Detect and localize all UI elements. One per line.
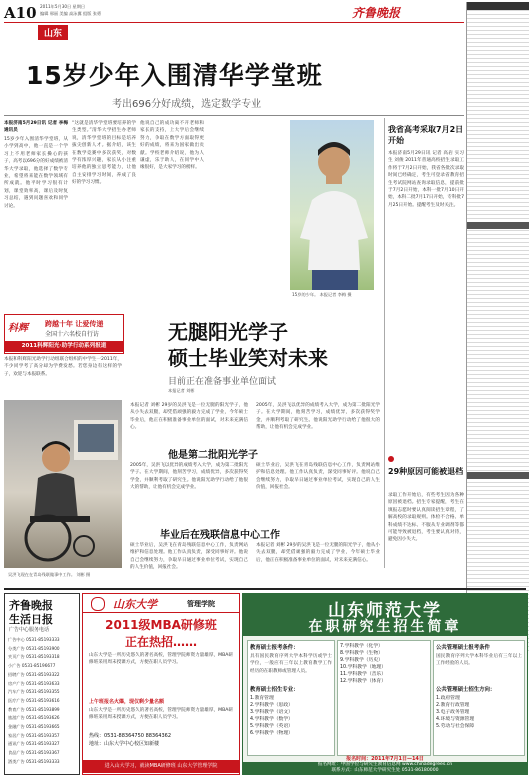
sdnu-title: 山东师范大学 bbox=[328, 601, 442, 621]
man-in-wheelchair-icon bbox=[4, 400, 122, 568]
sdnu-major: 10.学科教学（地理） bbox=[340, 665, 387, 670]
section-tag: 山东 bbox=[38, 25, 68, 40]
mba-seal-icon bbox=[91, 597, 105, 611]
mba-notice: 上午班报名火爆，现仅剩少量名额 bbox=[89, 699, 165, 705]
sdnu-col1-body: 具有国民教育序列大学本科学历或学士学位，一般应有三年以上教育教学工作经历的在职教师或管理人员。 bbox=[250, 654, 332, 674]
brand-logo: 齐鲁晚报 bbox=[352, 6, 401, 20]
sdnu-col1 bbox=[247, 640, 335, 756]
sdnu-ad bbox=[242, 593, 528, 775]
page-number: A10 bbox=[4, 4, 37, 22]
story2-section1-body-b: 硕士毕业后，吴洪飞在青岛残联信息中心工作，负责网站维护和信息处理。他工作认真负责，深受同事好评。他说自己会继续努力，争取早日通过事业单位考试，实现自己的人生价值，回报社会。 bbox=[256, 463, 380, 491]
sdnu-subtitle: 在职研究生招生简章 bbox=[308, 619, 462, 635]
lead-body-col3: 他说自己的成功离不开老师和家长的支持，上大学后会继续努力，争取在数学方面取得更好的成绩，将来为国家做出贡献。学校老师介绍说，他为人谦虚，乐于助人，在同学中人缘很好，是大家学习的榜样。 bbox=[140, 121, 204, 171]
classified-line: 房产广告 0531-85193633 bbox=[8, 680, 60, 686]
mba-school: 山东大学 bbox=[113, 598, 157, 611]
classified-box bbox=[4, 593, 80, 775]
story2-section1-title: 他是第二批阳光学子 bbox=[168, 450, 258, 461]
kehui-slogan1: 跨越十年 让爱传递 bbox=[45, 320, 104, 328]
classified-list bbox=[8, 636, 76, 767]
mba-school-sub: 管理学院 bbox=[187, 600, 215, 608]
wheelchair-photo bbox=[4, 400, 122, 568]
listing-header-3 bbox=[467, 472, 529, 479]
right-item2-body: 录取工作开始后，有些考生因为各种原因被退档。招生专家提醒，考生在填报志愿时要认真阅读招生章程，了解高校的录取规则。体检不合格、单科成绩不达标、不服从专业调剂等都可能导致被退档，考生要认真对待，避免因小失大。 bbox=[388, 493, 464, 543]
sdnu-contact: 联系方式：山东师范大学研究生处 0531-86180000 bbox=[331, 768, 439, 773]
story2-headline-1: 无腿阳光学子 bbox=[168, 320, 288, 344]
lead-headline: 15岁少年入围清华学堂班 bbox=[26, 61, 323, 90]
sdnu-major: 9.学科教学（历史） bbox=[340, 658, 383, 663]
sdnu-major: 2.学科教学（思政） bbox=[250, 703, 293, 708]
sdnu-col1-title: 教育硕士报考条件： bbox=[250, 645, 299, 651]
classified-title-2: 生活日报 bbox=[9, 613, 53, 626]
sdnu-signup-time: 报名时间：2011年7月1日—14日 bbox=[346, 756, 424, 762]
wheelchair-caption: 吴洪飞现在在青岛残联做事中工作。 刘彬 摄 bbox=[8, 572, 91, 577]
listing-column bbox=[466, 2, 529, 652]
sdnu-col2-title: 教育硕士招生专业： bbox=[250, 687, 299, 693]
listing-header-2 bbox=[467, 222, 529, 229]
right-item2-title: 29种原因可能被退档 bbox=[388, 467, 464, 476]
classified-line: 小广告 0531-85196677 bbox=[8, 663, 56, 669]
story2-section2-title: 毕业后在残联信息中心工作 bbox=[160, 530, 280, 541]
sdnu-major: 1.教育管理 bbox=[250, 696, 274, 701]
mba-header-bar bbox=[83, 594, 239, 613]
classified-line: 教育广告 0531-85193899 bbox=[8, 706, 60, 712]
student-figure-icon bbox=[290, 120, 374, 290]
sdnu-major: 3.学科教学（语文） bbox=[250, 710, 293, 715]
mba-body-2: 山东大学是一所历史悠久的著名高校，管理学院师资力量雄厚，MBA研修班采用周末授课方式，方便在职人员学习。 bbox=[89, 708, 233, 721]
listing-header bbox=[467, 2, 529, 10]
sdnu-major: 6.学科教学（物理） bbox=[250, 731, 293, 736]
classified-line: 招聘广告 0531-85193322 bbox=[8, 671, 60, 677]
story2-intro-b: 2005年，吴洪飞以优异的成绩考入大学，成为第二批阳光学子。在大学期间，他刻苦学习，成绩优异，多次获得奖学金，并顺利考取了研究生。他说阳光助学行动给了他很大的帮助，让他有机会完成学业。 bbox=[256, 403, 380, 431]
lead-body-col1: 15岁少年入围清华学堂班，从小学到高中，他一直是一个学习上不用老师家长操心的孩子，高考以696分的好成绩被清华大学录取，他选择了数学专业，希望将来能在数学领域有所成就。他平时学习很有计划，课堂效率高，课后及时复习总结，遇到问题喜欢和同学讨论。 bbox=[4, 137, 68, 209]
kehui-ad bbox=[4, 314, 124, 354]
classified-line: 酒类广告 0531-85193333 bbox=[8, 758, 60, 764]
lead-byline: 本报济南5月29日讯 记者 李梅 通讯员 bbox=[4, 121, 68, 134]
kehui-slogan2: 全国十六名校自行访 bbox=[45, 331, 100, 338]
classified-sub: 广告中心服务电话 bbox=[9, 627, 50, 633]
classified-line: 食品广告 0531-85193367 bbox=[8, 750, 60, 756]
sdnu-col2 bbox=[337, 640, 431, 756]
lead-photo-caption: 15岁的少年。 本报记者 李梅 摄 bbox=[292, 292, 352, 297]
right-item2-marker bbox=[388, 456, 394, 462]
sdnu-website: 报名网址：中国学位与研究生教育信息网 www.chinadegrees.cn bbox=[317, 762, 453, 767]
sdnu-major: 5.学科教学（英语） bbox=[250, 724, 293, 729]
classified-line: 广告中心 0531-85193333 bbox=[8, 637, 60, 642]
classified-line: 分类广告 0531-85193900 bbox=[8, 645, 60, 651]
right-item1-title: 我省高考采取7月2日开始 bbox=[388, 125, 464, 145]
right-column-rule bbox=[384, 118, 385, 568]
classified-line: 夹页广告 0531-85193318 bbox=[8, 654, 60, 660]
lead-photo bbox=[290, 120, 374, 290]
sdnu-major: 7.学科教学（化学） bbox=[340, 644, 383, 649]
lead-subhead: 考出696分好成绩，选定数学专业 bbox=[112, 99, 262, 110]
story2-section2-body-b: 本报记者 刘彬 29岁的吴洪飞是一位无腿的阳光学子，他从小失去双腿，却凭借顽强的毅力完成了学业，今年硕士毕业后，他正在积极准备事业单位的面试，对未来充满信心。 bbox=[256, 543, 380, 563]
story2-byline: 本报记者 刘彬 bbox=[168, 388, 195, 393]
kehui-banner: 2011科辉阳光·助学行动系列报道 bbox=[5, 341, 123, 352]
sdnu-col3-body: 国民教育序列大学本科毕业后有三年以上工作经验的人员。 bbox=[436, 654, 522, 667]
mba-title-1: 2011级MBA研修班 bbox=[105, 618, 217, 632]
classified-line: 医疗广告 0531-85193616 bbox=[8, 697, 60, 703]
sdnu-major: 12.学科教学（体育） bbox=[340, 679, 387, 684]
sdnu-col3 bbox=[433, 640, 525, 756]
classified-line: 旅游广告 0531-85193626 bbox=[8, 715, 60, 721]
story2-intro-a: 本报记者 刘彬 29岁的吴洪飞是一位无腿的阳光学子，他从小失去双腿，却凭借顽强的毅力完成了学业，今年硕士毕业后，他正在积极准备事业单位的面试，对未来充满信心。 bbox=[130, 403, 248, 431]
story2-headline-2: 硕士毕业笑对未来 bbox=[168, 346, 328, 370]
sdnu-direction: 3.电子政务管理 bbox=[436, 710, 470, 715]
sdnu-direction: 1.政府管理 bbox=[436, 696, 460, 701]
classified-title-1: 齐鲁晚报 bbox=[9, 599, 53, 612]
classified-line: 金融广告 0531-85193665 bbox=[8, 724, 60, 730]
bottom-ads-rule bbox=[4, 588, 526, 590]
mba-hotline: 热线：0531-88364750 88364362 bbox=[89, 733, 172, 739]
sdnu-major: 11.学科教学（音乐） bbox=[340, 672, 387, 677]
sdnu-major: 4.学科教学（数学） bbox=[250, 717, 293, 722]
lead-body-col2: “这就是清华学堂班要培养的学生类型。”清华大学招生办老师说，清华学堂班的目标是培养拔尖创新人才。据介绍，该生在数学竞赛中多次获奖，对数学有浓厚兴趣，家长从小注重培养他的独立思考能力，让他自主安排学习时间，养成了良好的学习习惯。 bbox=[72, 121, 136, 186]
date-line: 2011年5月30日 星期日 bbox=[40, 4, 86, 9]
editor-line: 编辑 邢丽 美编 高泳翼 组版 张勇 bbox=[40, 11, 102, 16]
sdnu-col3-title: 公共管理硕士报考条件 bbox=[436, 645, 490, 651]
story2-section2-body-a: 硕士毕业后，吴洪飞在青岛残联信息中心工作，负责网站维护和信息处理。他工作认真负责，深受同事好评。他说自己会继续努力，争取早日通过事业单位考试，实现自己的人生价值，回报社会。 bbox=[130, 543, 248, 571]
masthead bbox=[0, 0, 530, 44]
classified-line: 通讯广告 0531-85193327 bbox=[8, 741, 60, 747]
story2-section1-body-a: 2005年，吴洪飞以优异的成绩考入大学，成为第二批阳光学子。在大学期间，他刻苦学习，成绩优异，多次获得奖学金，并顺利考取了研究生。他说阳光助学行动给了他很大的帮助，让他有机会完成学业。 bbox=[130, 463, 248, 491]
classified-line: 汽车广告 0531-85193355 bbox=[8, 689, 60, 695]
sdnu-direction: 4.环境与资源管理 bbox=[436, 717, 475, 722]
sdnu-major: 8.学科教学（生物） bbox=[340, 651, 383, 656]
header-rule bbox=[4, 22, 464, 23]
mba-ad bbox=[82, 593, 240, 775]
classified-line: 家居广告 0531-85193357 bbox=[8, 732, 60, 738]
mba-body: 山东大学是一所历史悠久的著名高校，管理学院师资力量雄厚，MBA研修班采用周末授课方式，方便在职人员学习。 bbox=[89, 653, 233, 666]
story2-subhead: 目前正在准备事业单位面试 bbox=[168, 377, 277, 387]
lead-rule bbox=[4, 115, 464, 116]
mba-address: 地址：山东大学中心校区知新楼 bbox=[89, 741, 160, 747]
sdnu-direction: 5.劳动与社会保障 bbox=[436, 724, 475, 729]
mba-footer: 进入山大学习，就读MBA研修班 山东大学管理学院 bbox=[83, 760, 239, 773]
right-news-column bbox=[388, 118, 464, 658]
sdnu-direction: 2.教育行政管理 bbox=[436, 703, 470, 708]
kehui-brand: 科辉 bbox=[8, 323, 28, 334]
mba-title-2: 正在热招…… bbox=[124, 635, 197, 649]
kehui-body: 本报和科辉阳光助学行动组联合组织的中学生一2011年，不少同学考了高分却为学费发愁。若您身边有这样的学子，欢迎与本报联系。 bbox=[4, 357, 122, 377]
sdnu-col3-title2: 公共管理硕士招生方向： bbox=[436, 687, 496, 693]
right-item1-body: 本报济南5月29日讯 记者 高岩 实习生 刘俊 2011年普通高校招生录取工作将于7月2日开始，我省各批次录取时间已经确定，考生可登录省教育招生考试院网站查询录取信息，提前批于7月2日开始，本科一批7月10日开始，本科二批7月17日开始，专科批7月25日开始。提醒考生及时关注。 bbox=[388, 151, 464, 208]
